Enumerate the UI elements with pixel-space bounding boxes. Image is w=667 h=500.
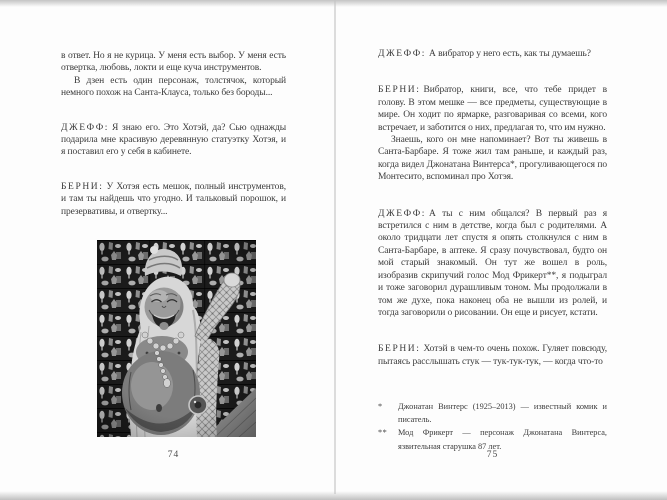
dialog-text: У Хотэя есть мешок, полный инструментов, и там ты найдешь что угодно. И тальковый порошок, и презервативы, и отвертку... — [61, 181, 286, 217]
left-page-text — [61, 50, 286, 218]
hotei-photo — [97, 240, 256, 437]
dialog-jeff — [61, 122, 286, 159]
footnote-text: Джонатан Винтерс (1925–2013) — известный комик и писатель. — [398, 402, 607, 425]
right-page-text — [378, 48, 607, 368]
dialog-text: А вибратор у него есть, как ты думаешь? — [429, 49, 591, 59]
footnotes — [378, 400, 607, 453]
footnote-marker: * — [378, 402, 383, 411]
dialog-text: Хотэй в чем-то очень похож. Гуляет повсюду, пытаясь расслышать стук — тук-тук-тук, — когда что-то — [378, 344, 607, 367]
dialog-text: Я знаю его. Это Хотэй, да? Сью однажды подарила мне красивую деревянную статуэтку Хотэя, и я поставил его у себя в кабинете. — [61, 122, 286, 158]
paragraph-text: Знаешь, кого он мне напоминает? Вот ты живешь в Санта-Барбаре. Я тоже жил там раньше, и каждый раз, когда видел Джонатана Винтерса*, прогуливающегося по Монтесито, вспоминал про Хотэя. — [378, 135, 607, 183]
paragraph-text: в ответ. Но я не курица. У меня есть выбор. У меня есть отвертка, любовь, локти и еще куча инструментов. — [61, 51, 286, 74]
dialog-bernie — [61, 181, 286, 218]
dialog-jeff — [378, 48, 607, 60]
page-left — [0, 0, 333, 500]
dialog-text: А ты с ним общался? В первый раз я встретился с ним в детстве, когда был с родителями. А около тридцати лет спустя я опять столкнулся с ним в Санта-Барбаре, в аптеке. Я сразу почувствовал, будто он мой старый знакомый. Он тут же вошел в роль, изобразив скрипучий голос Мод Фрикерт**, я подыграл и тоже заговорил дурашливым тоном. Мы продолжали в том же духе, пока наконец оба не вышли из ролей, и тогда заговорили о рисовании. Он еще и рисует, кстати. — [378, 208, 607, 318]
paragraph — [61, 75, 286, 100]
paragraph — [378, 134, 607, 184]
footnote-marker: ** — [378, 428, 388, 438]
speaker-label: БЕРНИ: — [61, 181, 104, 192]
bottom-edge-shadow — [0, 491, 667, 500]
speaker-label: БЕРНИ: — [378, 344, 421, 355]
dialog-text: Вибратор, книги, все, что тебе придет в голову. В этом мешке — все предметы, существующие в мире. Он ходит по ярмарке, разговаривая со всеми, кого встречает, и заботится о них, предлагая то, что им нужно. — [378, 85, 607, 133]
footnote — [378, 400, 607, 426]
top-edge-shadow — [0, 0, 667, 7]
dialog-bernie — [378, 343, 607, 368]
speaker-label: БЕРНИ: — [378, 85, 421, 96]
page-right — [334, 0, 667, 500]
dialog-jeff — [378, 208, 607, 320]
paragraph-text: В дзен есть один персонаж, толстячок, который немного похож на Санта-Клауса, только без бороды... — [61, 75, 286, 99]
page-number-right: 75 — [486, 450, 499, 460]
speaker-label: ДЖЕФФ: — [61, 122, 110, 133]
hotei-photo-illustration — [97, 240, 256, 437]
speaker-label: ДЖЕФФ: — [378, 49, 427, 59]
page-number-left: 74 — [167, 450, 180, 460]
paragraph-continuation — [61, 50, 286, 75]
footnote — [378, 426, 607, 452]
footnote-text: Мод Фрикерт — персонаж Джонатана Винтерса, язвительная старушка 87 лет. — [398, 428, 607, 451]
page-gutter — [334, 0, 336, 494]
dialog-bernie — [378, 84, 607, 134]
speaker-label: ДЖЕФФ: — [378, 208, 427, 219]
